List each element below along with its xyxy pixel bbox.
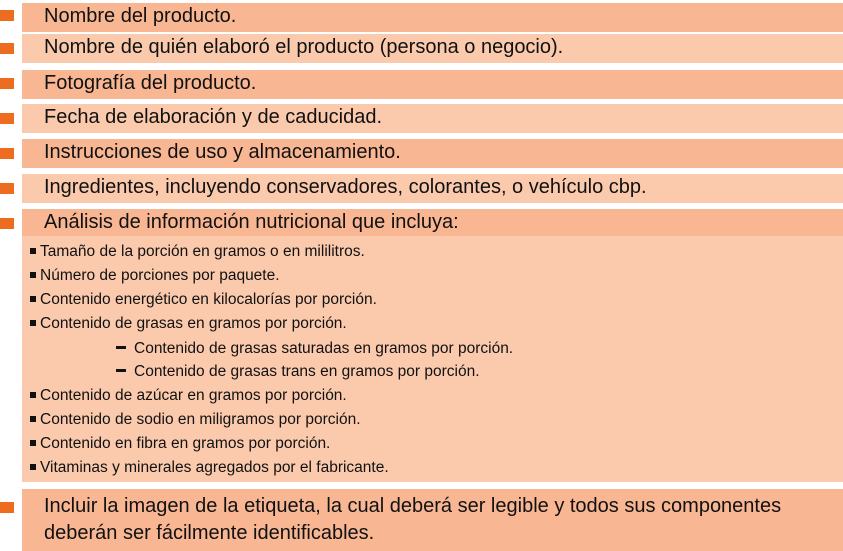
requirement-row-3 bbox=[22, 70, 843, 99]
requirement-row-7 bbox=[22, 209, 843, 236]
nutrition-item bbox=[30, 242, 365, 262]
square-bullet-icon bbox=[30, 464, 36, 470]
nutrition-item bbox=[30, 290, 377, 310]
nutrition-item-text: Contenido de azúcar en gramos por porción. bbox=[40, 387, 347, 404]
nutrition-item-text: Contenido de sodio en miligramos por porción. bbox=[40, 411, 361, 428]
requirement-row-6 bbox=[22, 174, 843, 203]
bullet-icon bbox=[0, 78, 14, 89]
requirement-text: Fotografía del producto. bbox=[44, 72, 257, 94]
requirement-text: Nombre de quién elaboró el producto (persona o negocio). bbox=[44, 36, 564, 58]
requirement-text: Nombre del producto. bbox=[44, 5, 237, 27]
requirement-row-1 bbox=[22, 3, 843, 32]
dash-bullet-icon bbox=[116, 369, 126, 372]
nutrition-item-text: Número de porciones por paquete. bbox=[40, 267, 280, 284]
square-bullet-icon bbox=[30, 440, 36, 446]
nutrition-item bbox=[30, 314, 347, 334]
requirement-text-line-1: Incluir la imagen de la etiqueta, la cual deberá ser legible y todos sus componentes bbox=[44, 495, 782, 517]
bullet-icon bbox=[0, 43, 14, 54]
nutrition-item bbox=[30, 434, 330, 454]
bullet-icon bbox=[0, 183, 14, 194]
fat-subitem-text: Contenido de grasas saturadas en gramos por porción. bbox=[134, 340, 514, 357]
bullet-icon bbox=[0, 218, 14, 229]
nutrition-item-text: Contenido energético en kilocalorías por porción. bbox=[40, 291, 377, 308]
fat-subitem bbox=[116, 362, 480, 382]
bullet-icon bbox=[0, 502, 14, 513]
square-bullet-icon bbox=[30, 248, 36, 254]
square-bullet-icon bbox=[30, 416, 36, 422]
nutrition-item-text: Tamaño de la porción en gramos o en mililitros. bbox=[40, 243, 365, 260]
nutrition-item-text: Contenido de grasas en gramos por porción. bbox=[40, 315, 347, 332]
bullet-icon bbox=[0, 113, 14, 124]
nutrition-item bbox=[30, 386, 347, 406]
nutrition-item-text: Vitaminas y minerales agregados por el fabricante. bbox=[40, 459, 389, 476]
square-bullet-icon bbox=[30, 320, 36, 326]
requirement-row-8 bbox=[22, 489, 843, 551]
nutrition-item-text: Contenido en fibra en gramos por porción. bbox=[40, 435, 331, 452]
nutrition-item bbox=[30, 410, 361, 430]
requirement-text-line-2: deberán ser fácilmente identificables. bbox=[44, 522, 375, 544]
square-bullet-icon bbox=[30, 392, 36, 398]
fat-subitem bbox=[116, 339, 513, 359]
bullet-icon bbox=[0, 10, 14, 21]
nutrition-item bbox=[30, 458, 389, 478]
requirement-text: Instrucciones de uso y almacenamiento. bbox=[44, 141, 401, 163]
dash-bullet-icon bbox=[116, 346, 126, 349]
square-bullet-icon bbox=[30, 296, 36, 302]
bullet-icon bbox=[0, 148, 14, 159]
nutrition-item bbox=[30, 266, 280, 286]
requirement-text: Fecha de elaboración y de caducidad. bbox=[44, 106, 383, 128]
square-bullet-icon bbox=[30, 272, 36, 278]
fat-subitem-text: Contenido de grasas trans en gramos por porción. bbox=[134, 363, 480, 380]
requirement-text: Ingredientes, incluyendo conservadores, colorantes, o vehículo cbp. bbox=[44, 176, 647, 198]
requirement-text: Análisis de información nutricional que incluya: bbox=[44, 211, 459, 233]
requirement-row-2 bbox=[22, 34, 843, 63]
requirement-row-4 bbox=[22, 104, 843, 133]
requirement-row-5 bbox=[22, 139, 843, 168]
